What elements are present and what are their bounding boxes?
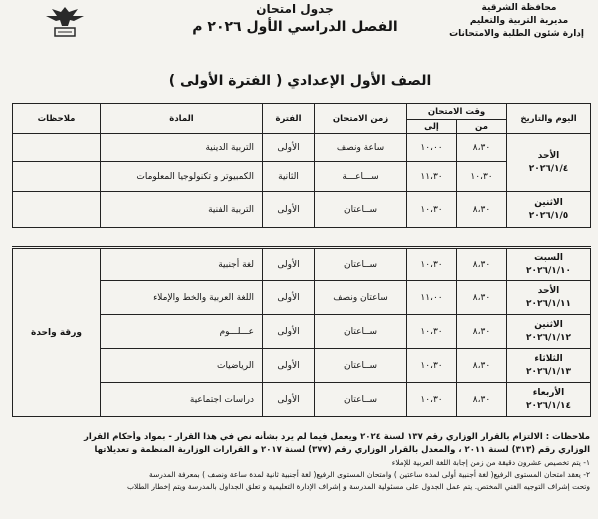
time-to: ١١،٠٠	[407, 281, 457, 315]
day-name: الأحد	[537, 285, 560, 296]
col-day-date: اليوم والتاريخ	[507, 104, 591, 134]
exam-subject: دراسات اجتماعية	[101, 383, 263, 417]
time-from: ٨،٣٠	[457, 315, 507, 349]
time-to: ١٠،٣٠	[407, 383, 457, 417]
exam-subject: لغة أجنبية	[101, 248, 263, 281]
time-from: ٨،٣٠	[457, 248, 507, 281]
notes-item-2-continued: وتحت إشراف التوجيه الفني المختص. يتم عمل الجدول على مسئولية المدرسة و إشراف الإدارة التعليمية و تعلق الجداول بالمدرسة ويتم إخطار الطلاب	[126, 482, 590, 491]
governorate-name: محافظة الشرقية	[481, 3, 557, 13]
col-to: إلى	[407, 120, 457, 134]
exam-subject: اللغة العربية والخط والإملاء	[101, 281, 263, 315]
col-duration: زمن الامتحان	[315, 104, 407, 134]
exam-duration: ســاعتان	[315, 349, 407, 383]
document-header	[0, 0, 598, 70]
directorate-name: مديرية التربية والتعليم	[469, 16, 569, 26]
exam-subject: التربية الدينية	[101, 134, 263, 162]
exam-duration: ســاعتان	[315, 248, 407, 281]
exam-duration: ســـاعـــة	[315, 162, 407, 192]
time-to: ١٠،٣٠	[407, 315, 457, 349]
exam-period: الأولى	[263, 192, 315, 228]
day-date: ٢٠٢٦/١/١١	[526, 298, 572, 309]
notes-line-1: ملاحظات : الالتزام بالقرار الوزاري رقم ١٣٧ لسنة ٢٠٢٤ ويعمل فيما لم يرد بشأنه نص في هذا القرار - بمواد وأحكام القرار	[84, 432, 590, 442]
day-date: ٢٠٢٦/١/٥	[528, 210, 569, 221]
day-cell	[507, 248, 591, 281]
day-cell	[507, 134, 591, 192]
day-date: ٢٠٢٦/١/١٤	[526, 400, 572, 411]
group-note: ورقة واحدة	[13, 248, 101, 417]
col-from: من	[457, 120, 507, 134]
notes-item-1: ١- يتم تخصيص عشرون دقيقة من زمن إجابة اللغة العربية للإملاء	[391, 458, 590, 467]
schedule-title: جدول امتحان	[256, 2, 334, 16]
day-date: ٢٠٢٦/١/١٠	[526, 265, 572, 276]
notes-section	[12, 431, 590, 493]
time-from: ٨،٣٠	[457, 349, 507, 383]
time-to: ١١،٣٠	[407, 162, 457, 192]
day-name: السبت	[534, 252, 563, 263]
day-name: الاثنين	[534, 319, 563, 330]
exam-subject: الرياضيات	[101, 349, 263, 383]
exam-subject: التربية الفنية	[101, 192, 263, 228]
exam-period: الثانية	[263, 162, 315, 192]
exam-period: الأولى	[263, 134, 315, 162]
grade-title: الصف الأول الإعدادي ( الفترة الأولى )	[168, 73, 432, 89]
col-subject: المادة	[101, 104, 263, 134]
time-from: ٨،٣٠	[457, 383, 507, 417]
exam-duration: ســاعتان	[315, 315, 407, 349]
table-row	[13, 134, 591, 162]
exam-subject: عـــلـــوم	[101, 315, 263, 349]
department-name: إدارة شئون الطلبة والامتحانات	[449, 29, 584, 39]
table-row	[13, 162, 591, 192]
directorate-block	[449, 2, 584, 41]
exam-schedule-table	[12, 103, 591, 417]
day-name: الاثنين	[534, 197, 563, 208]
exam-duration: ســاعتان	[315, 192, 407, 228]
day-name: الأحد	[537, 150, 560, 161]
col-period: الفترة	[263, 104, 315, 134]
day-cell	[507, 383, 591, 417]
time-from: ٨،٣٠	[457, 192, 507, 228]
exam-duration: ساعة ونصف	[315, 134, 407, 162]
day-cell	[507, 281, 591, 315]
day-name: الثلاثاء	[534, 353, 563, 364]
exam-notes	[13, 134, 101, 162]
exam-duration: ساعتان ونصف	[315, 281, 407, 315]
day-cell	[507, 192, 591, 228]
exam-duration: ســاعتان	[315, 383, 407, 417]
title-block	[180, 2, 410, 35]
day-date: ٢٠٢٦/١/٤	[528, 163, 569, 174]
time-to: ١٠،٣٠	[407, 349, 457, 383]
exam-subject: الكمبيوتر و تكنولوجيا المعلومات	[101, 162, 263, 192]
day-name: الأربعاء	[532, 387, 565, 398]
table-row	[13, 248, 591, 281]
exam-notes	[13, 162, 101, 192]
col-exam-time: وقت الامتحان	[407, 104, 507, 120]
day-date: ٢٠٢٦/١/١٣	[526, 366, 572, 377]
time-from: ٨،٣٠	[457, 134, 507, 162]
time-from: ١٠،٣٠	[457, 162, 507, 192]
time-to: ١٠،٣٠	[407, 192, 457, 228]
exam-notes	[13, 192, 101, 228]
exam-period: الأولى	[263, 281, 315, 315]
eagle-emblem-icon	[40, 4, 90, 38]
term-title: الفصل الدراسي الأول ٢٠٢٦ م	[192, 19, 398, 35]
exam-period: الأولى	[263, 383, 315, 417]
notes-item-2: ٢- يعقد امتحان المستوى الرفيع( لغة أجنبية أولى لمدة ساعتين ) وامتحان المستوى الرفيع( لغة أجنبية ثانية لمدة ساعة ونصف ) بمعرفة المدرسة	[149, 470, 590, 479]
table-row	[13, 192, 591, 228]
day-date: ٢٠٢٦/١/١٢	[526, 332, 572, 343]
day-cell	[507, 315, 591, 349]
exam-period: الأولى	[263, 315, 315, 349]
exam-period: الأولى	[263, 349, 315, 383]
exam-period: الأولى	[263, 248, 315, 281]
notes-line-2: الوزاري رقم (٣١٣) لسنة ٢٠١١ ، والمعدل بالقرار الوزاري رقم (٣٧٧) لسنة ٢٠١٧ و القرارات الوزارية المنظمة و تعديلاتها	[94, 445, 590, 455]
header-row-1	[13, 104, 591, 120]
time-to: ١٠،٠٠	[407, 134, 457, 162]
col-notes: ملاحظات	[13, 104, 101, 134]
day-cell	[507, 349, 591, 383]
time-to: ١٠،٣٠	[407, 248, 457, 281]
table-gap	[13, 228, 591, 248]
time-from: ٨،٣٠	[457, 281, 507, 315]
